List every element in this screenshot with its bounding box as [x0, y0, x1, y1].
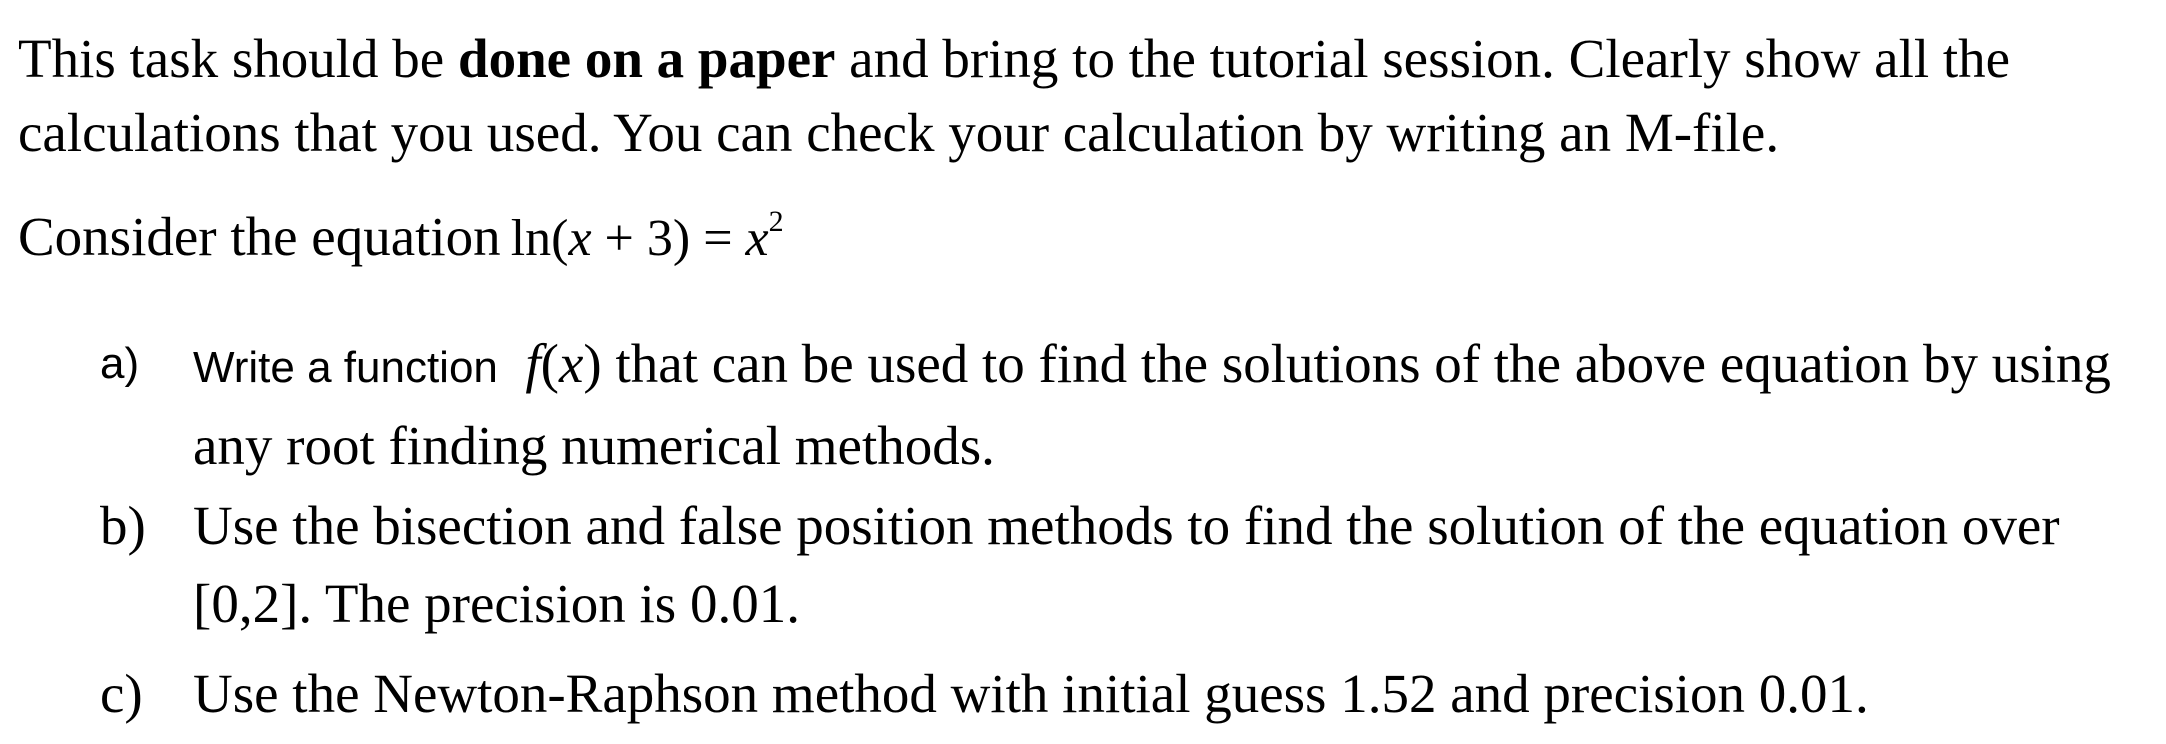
equation-exponent: 2 [768, 204, 784, 238]
function-paren-open: ( [540, 333, 559, 394]
task-c-text: Use the Newton-Raphson method with initial guess 1.52 and precision 0.01. [193, 663, 1869, 724]
intro-text-end: and bring to the tutorial session. Clearly show all the calculations that you used. You can check your calculation by writing an M-file. [18, 28, 2011, 163]
intro-text-start: This task should be [18, 28, 458, 89]
intro-bold-text: done on a paper [457, 28, 836, 89]
function-notation [512, 333, 602, 394]
function-name: f [525, 333, 541, 394]
function-variable: x [559, 333, 584, 394]
task-list [100, 325, 2160, 735]
equation-middle: + 3) = [591, 210, 746, 267]
equation-rhs-variable: x [745, 210, 769, 267]
task-a-lead: Write a function [193, 343, 498, 392]
equation [510, 204, 784, 267]
task-b-interval: [0,2] [193, 573, 299, 634]
function-paren-close: ) [583, 333, 602, 394]
task-marker-c: c) [100, 663, 143, 724]
task-item-c [100, 655, 2160, 733]
task-marker-a: a) [100, 339, 140, 388]
equation-statement [18, 200, 784, 276]
task-a-rest: that can be used to find the solutions of the above equation by using any root finding numerical methods. [193, 333, 2111, 476]
task-item-a [100, 325, 2160, 485]
task-item-b [100, 487, 2160, 643]
task-b-text-start: Use the bisection and false position methods to find the solution of the equation over [193, 495, 2060, 556]
consider-text: Consider the equation [18, 206, 501, 267]
task-marker-b: b) [100, 495, 146, 556]
intro-paragraph [18, 22, 2148, 170]
task-b-text-end: . The precision is 0.01. [298, 573, 800, 634]
equation-lhs: ln( [510, 210, 569, 267]
equation-variable: x [568, 210, 592, 267]
